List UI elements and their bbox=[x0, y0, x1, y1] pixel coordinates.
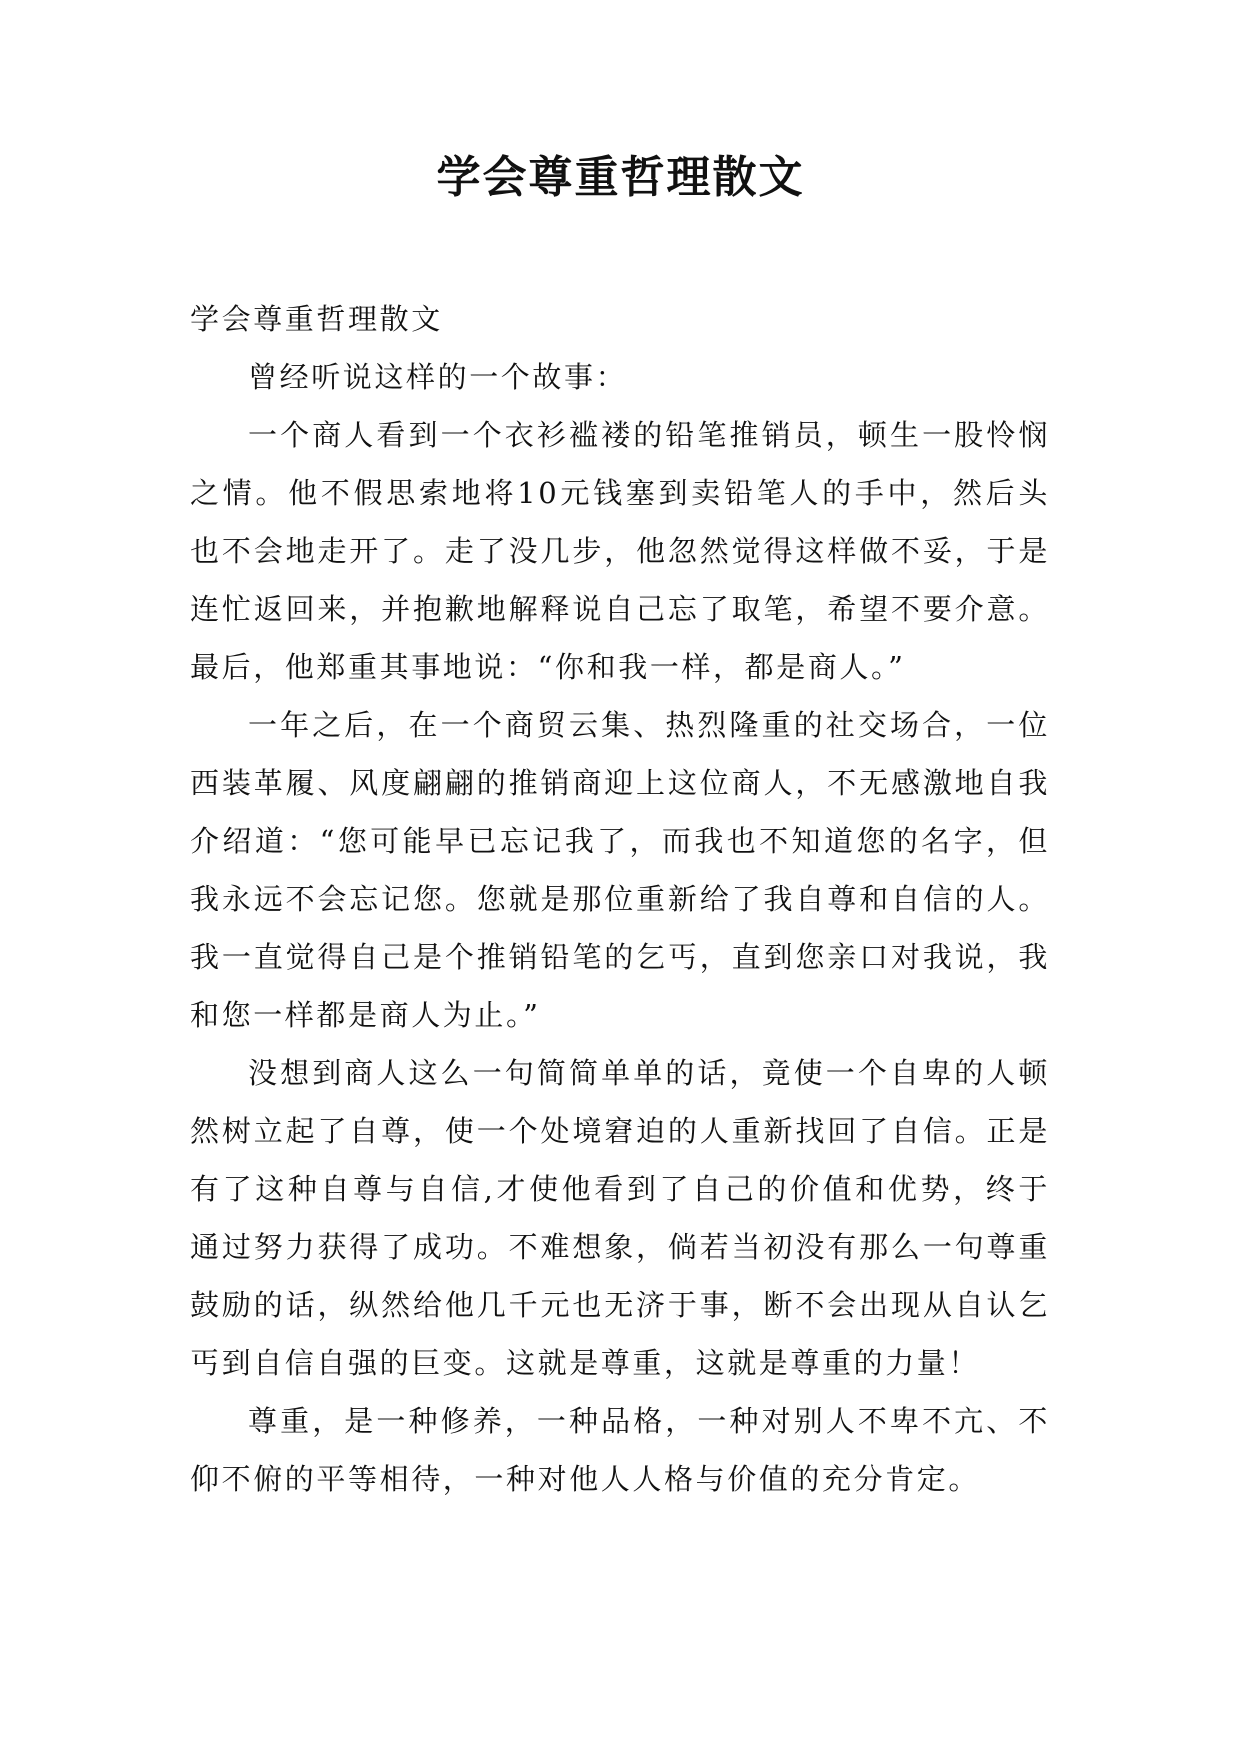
document-title: 学会尊重哲理散文 bbox=[436, 152, 805, 203]
paragraph-story-1: 一个商人看到一个衣衫褴褛的铅笔推销员，顿生一股怜悯之情。他不假思索地将10元钱塞到卖铅笔人的手中，然后头也不会地走开了。走了没几步，他忽然觉得这样做不妥，于是连忙返回来，并抱歉地解释说自己忘了取笔，希望不要介意。最后，他郑重其事地说：“你和我一样，都是商人。” bbox=[190, 418, 1050, 684]
paragraph-subtitle: 学会尊重哲理散文 bbox=[190, 302, 443, 336]
paragraph-reflection: 没想到商人这么一句简简单单的话，竟使一个自卑的人顿然树立起了自尊，使一个处境窘迫的人重新找回了自信。正是有了这种自尊与自信,才使他看到了自己的价值和优势，终于通过努力获得了成功。不难想象，倘若当初没有那么一句尊重鼓励的话，纵然给他几千元也无济于事，断不会出现从自认乞丐到自信自强的巨变。这就是尊重，这就是尊重的力量！ bbox=[190, 1056, 1050, 1380]
paragraph-definition: 尊重，是一种修养，一种品格，一种对别人不卑不亢、不仰不俯的平等相待，一种对他人人格与价值的充分肯定。 bbox=[190, 1404, 1050, 1496]
document-body bbox=[190, 290, 1050, 1508]
paragraph-intro: 曾经听说这样的一个故事： bbox=[248, 360, 628, 394]
paragraph-story-2: 一年之后，在一个商贸云集、热烈隆重的社交场合，一位西装革履、风度翩翩的推销商迎上这位商人，不无感激地自我介绍道：“您可能早已忘记我了，而我也不知道您的名字，但我永远不会忘记您。您就是那位重新给了我自尊和自信的人。我一直觉得自己是个推销铅笔的乞丐，直到您亲口对我说，我和您一样都是商人为止。” bbox=[190, 708, 1050, 1032]
